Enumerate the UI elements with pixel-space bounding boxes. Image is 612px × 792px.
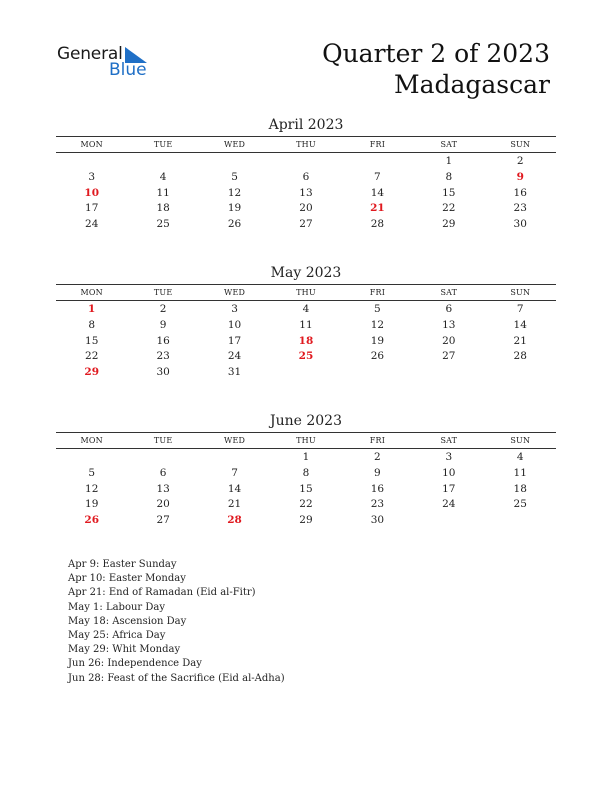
weekday-label: SUN xyxy=(510,288,531,297)
holiday-date-cell: 26 xyxy=(84,514,100,527)
date-cell: 13 xyxy=(156,482,170,495)
date-cell: 12 xyxy=(370,318,385,331)
date-cell: 8 xyxy=(88,318,96,331)
date-cell: 2 xyxy=(516,155,524,167)
date-cell xyxy=(270,365,341,381)
holiday-list xyxy=(68,558,285,686)
weekday-label: TUE xyxy=(153,288,173,297)
date-cell: 11 xyxy=(513,466,527,479)
week-row xyxy=(56,302,556,318)
weekday-label: SAT xyxy=(440,436,458,445)
date-cell xyxy=(199,450,270,466)
holiday-note: May 1: Labour Day xyxy=(68,601,165,613)
month-calendar xyxy=(56,412,556,529)
weekday-label: SUN xyxy=(510,140,531,149)
month-title: April 2023 xyxy=(268,117,344,133)
weekday-label: MON xyxy=(80,436,103,445)
date-cell: 14 xyxy=(227,482,242,495)
date-cell: 26 xyxy=(227,218,242,231)
date-cell: 11 xyxy=(156,186,170,199)
weekday-label: THU xyxy=(296,436,316,445)
week-row xyxy=(56,318,556,334)
week-row xyxy=(56,201,556,217)
date-cell: 26 xyxy=(370,350,385,363)
weekday-label: MON xyxy=(80,140,103,149)
date-cell: 15 xyxy=(442,186,456,199)
week-row xyxy=(56,170,556,186)
holiday-note: Apr 9: Easter Sunday xyxy=(68,559,177,570)
date-cell xyxy=(342,365,413,381)
date-cell: 27 xyxy=(442,350,456,363)
weekday-label: MON xyxy=(80,288,103,297)
date-cell: 28 xyxy=(513,350,527,363)
date-cell: 7 xyxy=(516,303,524,315)
date-cell: 28 xyxy=(370,218,385,231)
date-cell: 13 xyxy=(299,186,313,199)
date-cell xyxy=(413,513,484,529)
holiday-date-cell: 21 xyxy=(370,202,385,215)
weekday-label: WED xyxy=(224,436,246,445)
date-cell: 30 xyxy=(513,218,527,231)
holiday-note: Jun 26: Independence Day xyxy=(68,658,202,670)
month-title: May 2023 xyxy=(270,265,342,281)
holiday-date-cell: 29 xyxy=(84,366,100,379)
week-row xyxy=(56,466,556,482)
date-cell: 4 xyxy=(516,451,524,463)
weekday-header-row xyxy=(56,432,556,449)
date-cell: 15 xyxy=(85,334,99,347)
quarter-title: Quarter 2 of 2023 xyxy=(322,39,550,68)
date-cell: 29 xyxy=(442,218,456,231)
date-cell xyxy=(199,154,270,170)
week-row xyxy=(56,513,556,529)
holiday-note: May 18: Ascension Day xyxy=(68,615,187,627)
week-row xyxy=(56,334,556,350)
week-row xyxy=(56,154,556,170)
weekday-label: FRI xyxy=(369,436,386,445)
date-cell: 20 xyxy=(156,498,170,511)
weekday-label: TUE xyxy=(153,140,173,149)
holiday-note: May 29: Whit Monday xyxy=(68,644,181,656)
logo-blue-text: Blue xyxy=(109,60,147,80)
date-cell: 18 xyxy=(156,202,170,215)
holiday-note: Apr 10: Easter Monday xyxy=(68,573,186,585)
date-cell: 24 xyxy=(227,350,242,363)
date-cell: 10 xyxy=(227,318,242,331)
date-cell: 21 xyxy=(513,334,527,347)
date-cell: 16 xyxy=(513,186,527,199)
holiday-date-cell: 28 xyxy=(227,514,242,527)
date-cell xyxy=(127,450,198,466)
month-calendar xyxy=(56,264,556,381)
weekday-label: THU xyxy=(296,288,316,297)
date-cell: 2 xyxy=(374,451,381,463)
date-cell: 25 xyxy=(156,218,170,231)
date-cell: 17 xyxy=(442,482,456,495)
date-cell: 5 xyxy=(88,466,96,479)
date-cell: 17 xyxy=(85,202,99,215)
date-cell: 7 xyxy=(374,170,381,183)
date-cell: 5 xyxy=(374,303,381,315)
week-row xyxy=(56,450,556,466)
date-cell: 14 xyxy=(513,318,527,331)
date-cell xyxy=(127,154,198,170)
weekday-label: SAT xyxy=(440,288,458,297)
date-cell: 16 xyxy=(370,482,385,495)
weekday-label: WED xyxy=(224,140,246,149)
week-row xyxy=(56,349,556,365)
month-calendar xyxy=(56,116,556,233)
date-cell: 10 xyxy=(442,466,456,479)
date-cell: 8 xyxy=(302,466,310,479)
date-cell: 4 xyxy=(302,303,310,315)
week-row xyxy=(56,217,556,233)
date-cell: 22 xyxy=(299,498,313,511)
weekday-label: FRI xyxy=(369,288,386,297)
date-cell: 22 xyxy=(442,202,456,215)
date-cell xyxy=(485,513,556,529)
date-cell xyxy=(270,154,341,170)
date-cell: 6 xyxy=(302,170,310,183)
date-cell: 9 xyxy=(159,318,167,331)
date-cell: 23 xyxy=(370,498,385,511)
date-cell: 22 xyxy=(85,350,99,363)
date-cell: 3 xyxy=(445,451,453,463)
date-cell: 13 xyxy=(442,318,456,331)
date-cell: 6 xyxy=(445,303,453,315)
weekday-header-row xyxy=(56,284,556,301)
page-title xyxy=(322,38,550,100)
weekday-label: WED xyxy=(224,288,246,297)
date-cell: 15 xyxy=(299,482,313,495)
date-cell: 30 xyxy=(156,366,170,379)
weekday-label: SAT xyxy=(440,140,458,149)
weekday-label: THU xyxy=(296,140,316,149)
date-cell: 1 xyxy=(445,155,453,167)
date-cell: 25 xyxy=(513,498,527,511)
date-cell: 21 xyxy=(227,498,242,511)
holiday-date-cell: 25 xyxy=(298,350,314,363)
date-cell: 12 xyxy=(227,186,242,199)
date-cell: 4 xyxy=(159,170,167,183)
date-cell: 17 xyxy=(227,334,242,347)
date-cell: 19 xyxy=(85,498,99,511)
week-row xyxy=(56,186,556,202)
holiday-note: Jun 28: Feast of the Sacrifice (Eid al-Adha) xyxy=(68,672,285,684)
logo-general-text: General xyxy=(57,44,123,64)
week-row xyxy=(56,497,556,513)
holiday-date-cell: 10 xyxy=(84,186,100,199)
date-cell: 20 xyxy=(299,202,313,215)
date-cell: 29 xyxy=(299,514,313,527)
date-cell xyxy=(56,450,127,466)
holiday-note: Apr 21: End of Ramadan (Eid al-Fitr) xyxy=(68,587,256,599)
month-title: June 2023 xyxy=(269,413,342,429)
date-cell: 24 xyxy=(442,498,456,511)
date-cell: 9 xyxy=(374,466,381,479)
country-title: Madagascar xyxy=(393,70,550,99)
date-cell: 16 xyxy=(156,334,170,347)
date-cell xyxy=(413,365,484,381)
week-row xyxy=(56,482,556,498)
weekday-header-row xyxy=(56,136,556,153)
date-cell: 27 xyxy=(299,218,313,231)
date-cell: 11 xyxy=(299,318,313,331)
date-cell: 23 xyxy=(156,350,170,363)
date-cell: 24 xyxy=(85,218,99,231)
date-cell: 27 xyxy=(156,514,170,527)
date-cell xyxy=(485,365,556,381)
weekday-label: TUE xyxy=(153,436,173,445)
date-cell xyxy=(56,154,127,170)
date-cell: 31 xyxy=(227,366,242,379)
date-cell: 3 xyxy=(88,170,96,183)
date-cell: 19 xyxy=(227,202,242,215)
weekday-label: SUN xyxy=(510,436,531,445)
date-cell: 5 xyxy=(231,170,238,183)
date-cell: 6 xyxy=(159,466,167,479)
date-cell: 7 xyxy=(231,466,238,479)
date-cell xyxy=(342,154,413,170)
holiday-date-cell: 1 xyxy=(88,303,96,315)
logo xyxy=(57,44,167,84)
date-cell: 2 xyxy=(159,303,167,315)
date-cell: 20 xyxy=(442,334,456,347)
holiday-note: May 25: Africa Day xyxy=(68,630,166,642)
date-cell: 3 xyxy=(231,303,238,315)
date-cell: 18 xyxy=(513,482,527,495)
holiday-date-cell: 9 xyxy=(516,170,524,183)
date-cell: 12 xyxy=(85,482,99,495)
weekday-label: FRI xyxy=(369,140,386,149)
week-row xyxy=(56,365,556,381)
date-cell: 23 xyxy=(513,202,527,215)
holiday-date-cell: 18 xyxy=(298,334,314,347)
date-cell: 1 xyxy=(302,451,310,463)
date-cell: 8 xyxy=(445,170,453,183)
date-cell: 14 xyxy=(370,186,385,199)
date-cell: 19 xyxy=(370,334,385,347)
date-cell: 30 xyxy=(370,514,385,527)
